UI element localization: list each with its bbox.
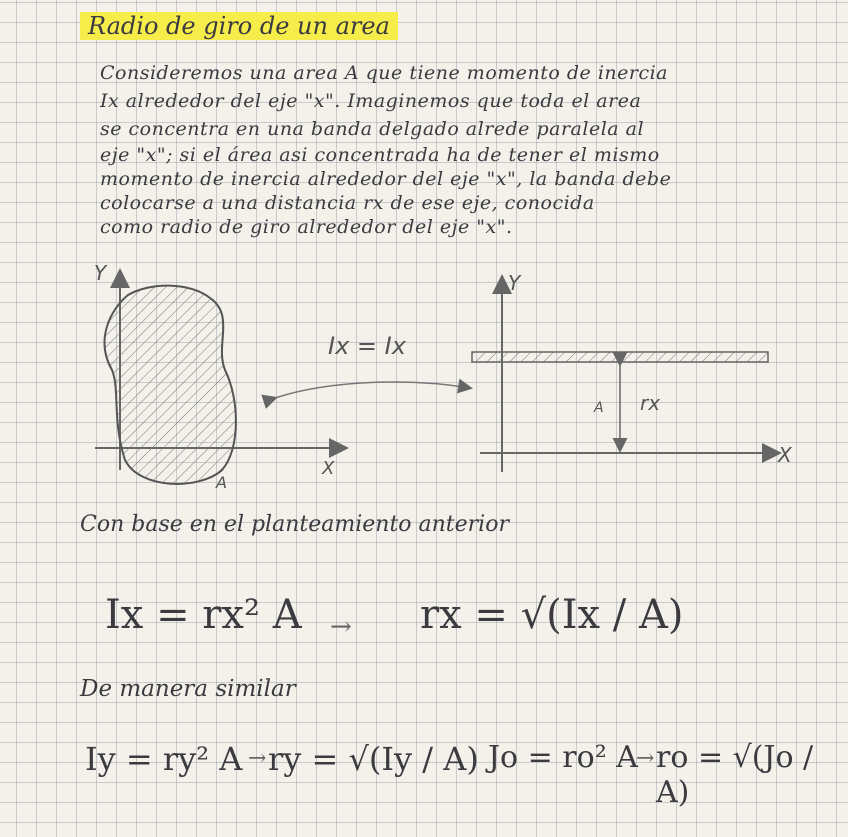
radius-label: rx	[640, 391, 661, 415]
similar-label: De manera similar	[80, 676, 296, 702]
formula-x-rhs: rx = √(Ix / A)	[420, 592, 684, 638]
left-area-label: A	[216, 473, 227, 492]
formula-y-lhs: Iy = ry² A	[85, 740, 243, 778]
right-diagram	[472, 271, 793, 472]
transfer-arrow	[275, 382, 470, 398]
formula-x-lhs: Ix = rx² A	[105, 592, 302, 638]
right-area-label: A	[594, 400, 604, 416]
formula-o-lhs: Jo = ro² A	[488, 740, 638, 775]
paragraph-line: eje "x"; si el área asi concentrada ha de tener el mismo	[100, 144, 660, 166]
paragraph-line: como radio de giro alrededor del eje "x".	[100, 216, 513, 238]
paragraph-line: momento de inercia alrededor del eje "x", la banda debe	[100, 168, 672, 190]
left-diagram	[94, 261, 345, 492]
paragraph-line: Consideremos una area A que tiene momento de inercia	[100, 62, 669, 84]
formula-y-arrow: →	[248, 746, 267, 771]
paragraph-line: se concentra en una banda delgado alrede paralela al	[100, 118, 645, 140]
paragraph-line: colocarse a una distancia rx de ese eje, conocida	[100, 192, 595, 214]
right-x-label: X	[778, 443, 792, 467]
page-title: Radio de giro de un area	[80, 12, 398, 40]
left-x-label: X	[322, 458, 335, 479]
section-label: Con base en el planteamiento anterior	[80, 512, 509, 537]
left-y-label: Y	[94, 261, 107, 285]
right-y-label: Y	[508, 271, 521, 295]
area-shape	[105, 286, 236, 484]
formula-y-rhs: ry = √(Iy / A)	[268, 740, 479, 778]
paragraph-line: Ix alrededor del eje "x". Imaginemos que toda el area	[100, 90, 642, 112]
formula-o-arrow: →	[636, 746, 655, 771]
formula-x-arrow: →	[330, 612, 352, 642]
formula-o-rhs: ro = √(Jo / A)	[656, 740, 814, 810]
equality-label: Ix = Ix	[328, 332, 406, 360]
thin-strip	[472, 352, 768, 362]
